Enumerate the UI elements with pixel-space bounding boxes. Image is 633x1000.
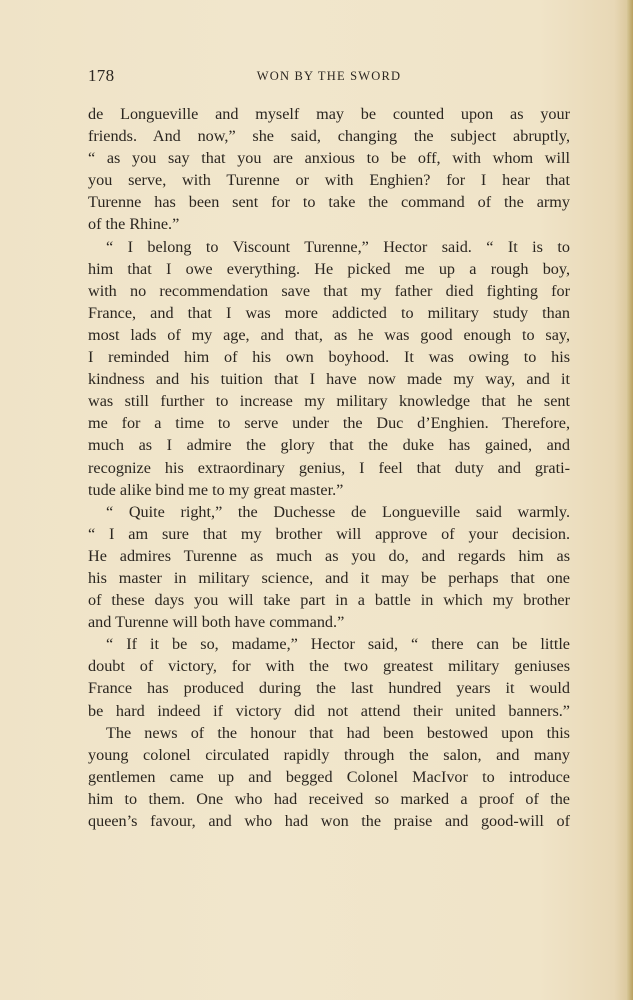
page-edge bbox=[627, 0, 633, 1000]
text-line: and Turenne will both have command.” bbox=[88, 613, 345, 632]
text-line: much as I admire the glory that the duke has gained, and bbox=[88, 436, 570, 455]
text-line: him that I owe everything. He picked me up a rough boy, bbox=[88, 259, 570, 278]
text-line: him to them. One who had received so marked a proof of the bbox=[88, 789, 570, 808]
text-line: be hard indeed if victory did not attend their united banners.” bbox=[88, 701, 570, 720]
text-line: “ as you say that you are anxious to be off, with whom will bbox=[88, 149, 570, 168]
text-line: tude alike bind me to my great master.” bbox=[88, 480, 344, 499]
text-line: He admires Turenne as much as you do, and regards him as bbox=[88, 546, 570, 565]
text-line: queen’s favour, and who had won the praise and good-will of bbox=[88, 812, 570, 830]
text-line: most lads of my age, and that, as he was good enough to say, bbox=[88, 325, 570, 344]
text-line: The news of the honour that had been bestowed upon this bbox=[106, 723, 570, 742]
text-line: kindness and his tuition that I have now made my way, and it bbox=[88, 370, 570, 389]
text-line: recognize his extraordinary genius, I feel that duty and grati- bbox=[88, 458, 570, 477]
text-line: gentlemen came up and begged Colonel MacIvor to introduce bbox=[88, 767, 570, 786]
text-line: was still further to increase my military knowledge that he sent bbox=[88, 392, 570, 411]
page-header bbox=[88, 66, 570, 88]
text-line: “ I belong to Viscount Turenne,” Hector said. “ It is to bbox=[106, 237, 570, 256]
text-line: of these days you will take part in a battle in which my brother bbox=[88, 591, 570, 610]
page-number: 178 bbox=[88, 66, 115, 85]
text-line: young colonel circulated rapidly through the salon, and many bbox=[88, 745, 570, 764]
text-line: you serve, with Turenne or with Enghien? for I hear that bbox=[88, 171, 570, 190]
text-line: me for a time to serve under the Duc d’Enghien. Therefore, bbox=[88, 414, 570, 433]
text-line: “ If it be so, madame,” Hector said, “ there can be little bbox=[106, 635, 570, 654]
body-text bbox=[88, 103, 570, 832]
text-line: Turenne has been sent for to take the command of the army bbox=[88, 193, 570, 212]
text-line: of the Rhine.” bbox=[88, 215, 180, 234]
text-line: with no recommendation save that my father died fighting for bbox=[88, 281, 570, 300]
running-title: WON BY THE SWORD bbox=[256, 69, 402, 83]
text-line: I reminded him of his own boyhood. It was owing to his bbox=[88, 348, 570, 367]
text-line: France, and that I was more addicted to military study than bbox=[88, 303, 570, 322]
text-line: “ Quite right,” the Duchesse de Longueville said warmly. bbox=[106, 502, 570, 521]
text-line: doubt of victory, for with the two greatest military geniuses bbox=[88, 657, 570, 676]
text-line: his master in military science, and it may be perhaps that one bbox=[88, 568, 570, 587]
text-line: de Longueville and myself may be counted upon as your bbox=[88, 105, 570, 123]
text-line: friends. And now,” she said, changing the subject abruptly, bbox=[88, 127, 570, 146]
text-line: “ I am sure that my brother will approve of your decision. bbox=[88, 524, 570, 543]
text-line: France has produced during the last hundred years it would bbox=[88, 679, 570, 698]
